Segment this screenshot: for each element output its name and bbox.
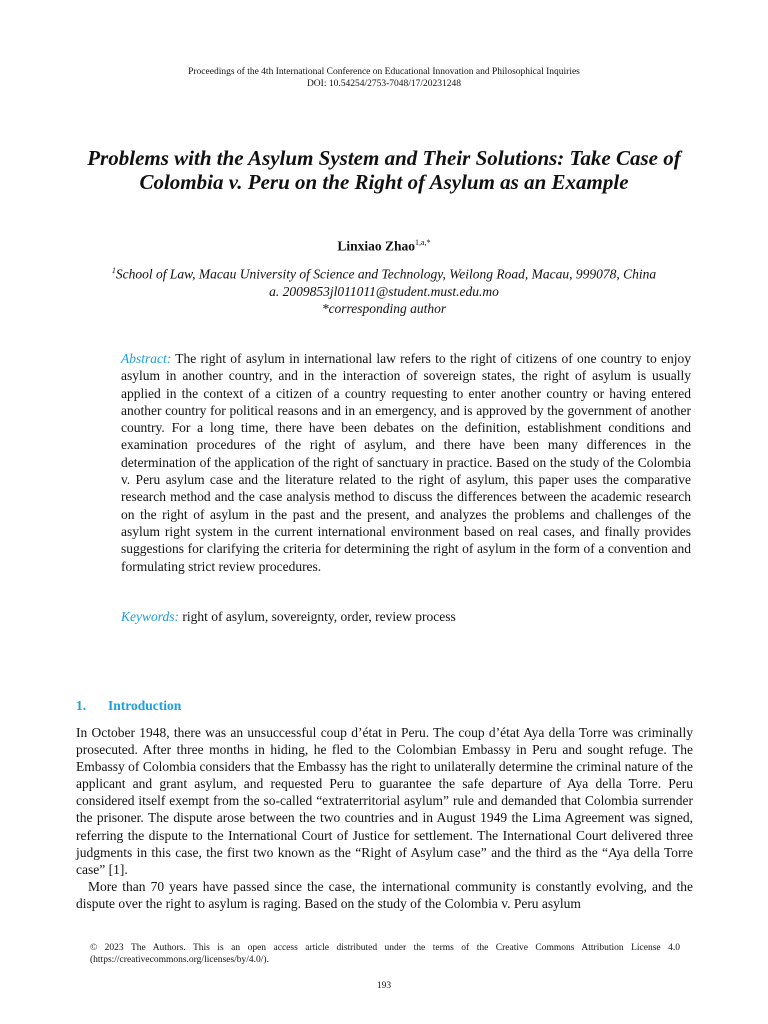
keywords-label: Keywords: <box>121 609 179 624</box>
page-number: 193 <box>376 981 392 991</box>
affiliation-line <box>80 262 688 283</box>
keywords-text: right of asylum, sovereignty, order, review process <box>182 609 456 624</box>
affiliation-superscript: 1 <box>111 266 116 275</box>
header-doi: DOI: 10.54254/2753-7048/17/20231248 <box>306 79 462 89</box>
abstract-label: Abstract: <box>121 351 172 366</box>
section-heading-introduction <box>76 698 181 714</box>
keywords <box>121 608 691 625</box>
paragraph: More than 70 years have passed since the case, the international community is constantly evolving, and the dispute over the right to asylum is raging. Based on the study of the Colombia v. Peru asylum <box>76 878 693 911</box>
body-text <box>76 724 693 912</box>
running-header <box>0 66 768 90</box>
corresponding-author-note: *corresponding author <box>321 300 447 316</box>
affiliation-block <box>80 262 688 317</box>
section-number: 1. <box>76 698 87 713</box>
paragraph: In October 1948, there was an unsuccessful coup d’état in Peru. The coup d’état Aya della Torre was criminally prosecuted. After three months in hiding, he fled to the Colombian Embassy in Peru and sought refuge. The Embassy of Colombia considers that the Embassy has the right to unilaterally determine the criminal nature of the applicant and grant asylum, and requested Peru to guarantee the safe departure of Aya della Torre. Peru considered itself exempt from the so-called “extraterritorial asylum” rule and demanded that Colombia surrender the prisoner. The dispute arose between the two countries and in August 1949 the Lima Agreement was signed, referring the dispute to the International Court of Justice for settlement. The International Court delivered three judgments in this case, the first two known as the “Right of Asylum case” and the third as the “Aya della Torre case” [1]. <box>76 725 693 877</box>
author-line <box>0 238 768 255</box>
paper-title: Problems with the Asylum System and Their Solutions: Take Case of Colombia v. Peru on the Right of Asylum as an Example <box>87 146 681 194</box>
author-email: a. 2009853jl011011@student.must.edu.mo <box>269 283 499 299</box>
license-footnote: © 2023 The Authors. This is an open access article distributed under the terms of the Creative Commons Attribution License 4.0 (https://creativecommons.org/licenses/by/4.0/). <box>90 943 680 965</box>
affiliation-text: School of Law, Macau University of Science and Technology, Weilong Road, Macau, 999078, China <box>115 266 657 282</box>
author-name: Linxiao Zhao <box>337 238 416 254</box>
abstract <box>121 350 691 575</box>
abstract-text: The right of asylum in international law refers to the right of citizens of one country to enjoy asylum in another country, and in the interaction of sovereign states, the right of asylum is usually applied in the context of a citizen of a country requesting to enter another country or having entered another country for political reasons and in an emergency, and is approved by the government of another country. For a long time, there have been debates on the definition, establishment conditions and examination procedures of the right of asylum, and there have been many differences in the determination of the application of the right of sanctuary in practice. Based on the study of the Colombia v. Peru asylum case and the literature related to the right of asylum, this paper uses the comparative research method and the case analysis method to discuss the differences between the academic research on the right of asylum in the past and the present, and analyzes the problems and challenges of the asylum right system in the current international environment based on real cases, and finally provides suggestions for clarifying the criteria for determining the right of asylum in the form of a convention and formulating strict review procedures. <box>121 351 691 574</box>
header-proceedings: Proceedings of the 4th International Conference on Educational Innovation and Philosophical Inquiries <box>188 67 580 77</box>
author-superscript: 1,a,* <box>415 238 431 247</box>
section-title: Introduction <box>108 698 182 713</box>
